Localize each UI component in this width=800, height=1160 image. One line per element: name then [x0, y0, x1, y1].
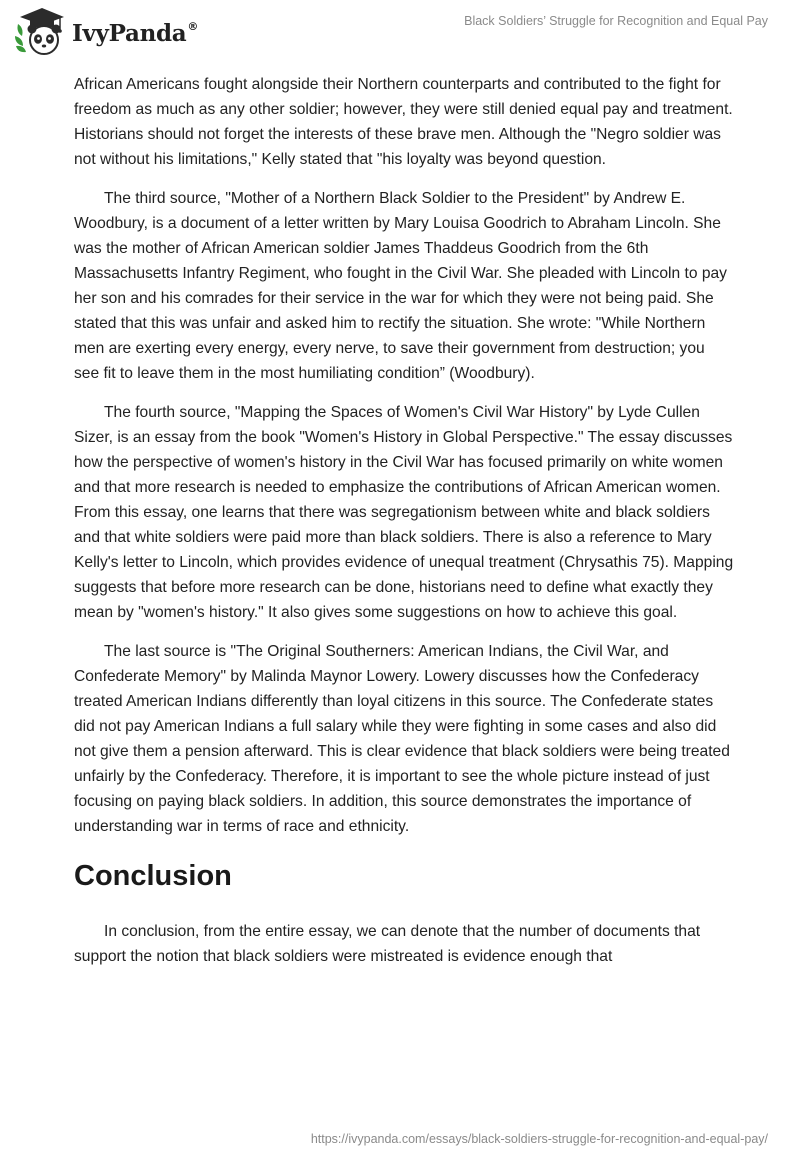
paragraph-4: The last source is "The Original Southerners: American Indians, the Civil War, and Confederate Memory" by Malinda Maynor Lowery. Lowery discusses how the Confederacy treated American Indians differently than loyal citizens in this source. The Confederate states did not pay American Indians a full salary while they were fighting in some cases and also did not give them a pension afterward. This is clear evidence that black soldiers were being treated unfairly by the Confederacy. Therefore, it is important to see the whole picture instead of just focusing on paying black soldiers. In addition, this source demonstrates the importance of understanding war in terms of race and ethnicity.	[74, 643, 730, 835]
essay-body	[74, 72, 734, 983]
ivypanda-logo[interactable]	[14, 6, 198, 56]
paragraph-1: African Americans fought alongside their Northern counterparts and contributed to the fight for freedom as much as any other soldier; however, they were still denied equal pay and treatment. Historians should not forget the interests of these brave men. Although the "Negro soldier was not without his limitations," Kelly stated that "his loyalty was beyond question.	[74, 76, 733, 168]
conclusion-heading: Conclusion	[74, 860, 232, 892]
paragraph-5: In conclusion, from the entire essay, we can denote that the number of documents that support the notion that black soldiers were mistreated is evidence enough that	[74, 923, 701, 965]
logo-wordmark	[72, 20, 198, 47]
panda-graduation-cap-icon	[14, 6, 70, 56]
paragraph-2: The third source, "Mother of a Northern Black Soldier to the President" by Andrew E. Woodbury, is a document of a letter written by Mary Louisa Goodrich to Abraham Lincoln. She was the mother of African American soldier James Thaddeus Goodrich from the 6th Massachusetts Infantry Regiment, who fought in the Civil War. She pleaded with Lincoln to pay her son and his comrades for their service in the war for which they were not being paid. She stated that this was unfair and asked him to rectify the situation. She wrote: "While Northern men are exerting every energy, every nerve, to save their government from destruction; you see fit to leave them in the most humiliating condition” (Woodbury).	[74, 190, 727, 382]
registered-mark: ®	[187, 19, 199, 33]
page-header	[0, 0, 800, 62]
document-title: Black Soldiers’ Struggle for Recognition and Equal Pay	[464, 14, 768, 28]
paragraph-3: The fourth source, "Mapping the Spaces of Women's Civil War History" by Lyde Cullen Sizer, is an essay from the book "Women's History in Global Perspective." The essay discusses how the perspective of women's history in the Civil War has focused primarily on white women and that more research is needed to emphasize the contributions of African American women. From this essay, one learns that there was segregationism between white and black soldiers and that white soldiers were paid more than black soldiers. There is also a reference to Mary Kelly's letter to Lincoln, which provides evidence of unequal treatment (Chrysathis 75). Mapping suggests that before more research can be done, historians need to define what exactly they mean by "women's history." It also gives some suggestions on how to achieve this goal.	[74, 404, 734, 621]
logo-text: IvyPanda	[72, 19, 187, 47]
source-url[interactable]: https://ivypanda.com/essays/black-soldiers-struggle-for-recognition-and-equal-pay/	[310, 1132, 768, 1146]
